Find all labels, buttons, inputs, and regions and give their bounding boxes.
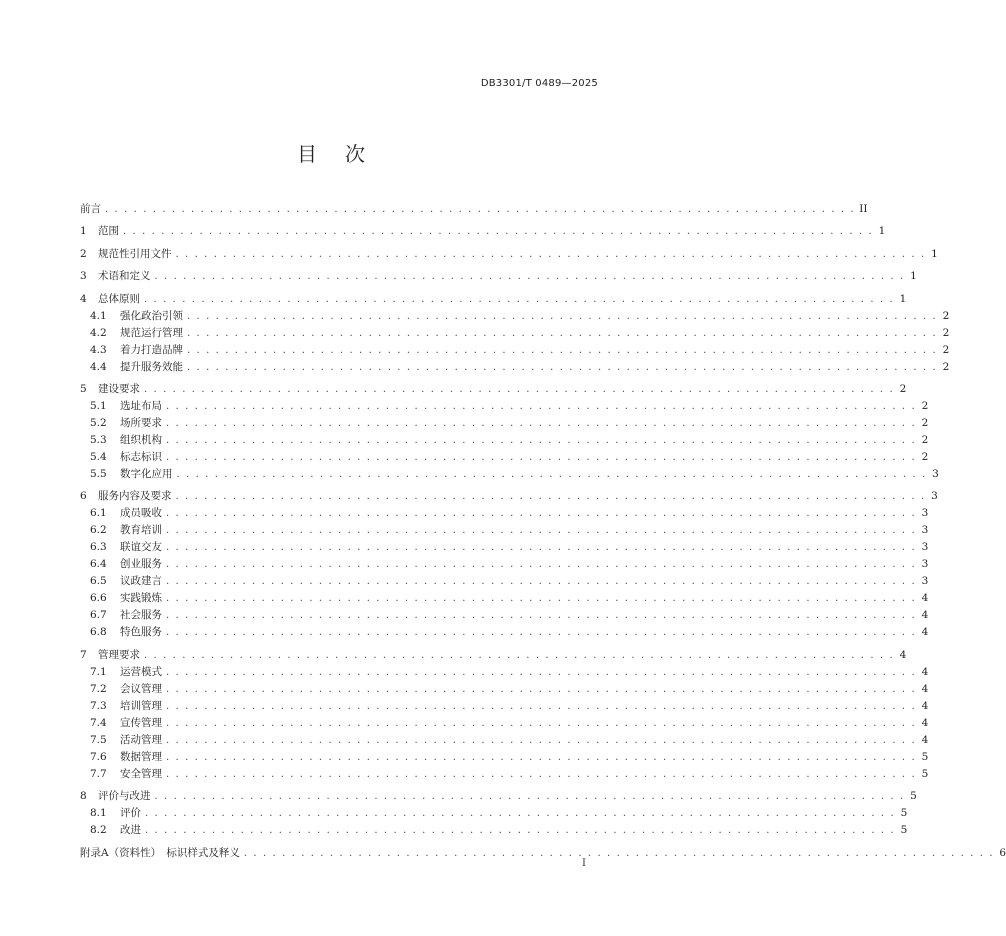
toc-leader-dots: . . . . . . . . . . . . . . . . . . . . . . . . . . . . . . . . . . . . . . . . . . . . . . . . . . . . . . . . . . . . . . . . . . . . . . . . . . . . . . .	[123, 226, 874, 238]
toc-leader-dots: . . . . . . . . . . . . . . . . . . . . . . . . . . . . . . . . . . . . . . . . . . . . . . . . . . . . . . . . . . . . . . . . . . . . . . . . . . . . . . .	[166, 525, 917, 537]
toc-leader-dots: . . . . . . . . . . . . . . . . . . . . . . . . . . . . . . . . . . . . . . . . . . . . . . . . . . . . . . . . . . . . . . . . . . . . . . . . . . . . . . .	[175, 248, 926, 260]
toc-entry-number: 4.3	[90, 343, 107, 356]
toc-entry-number: 7.5	[90, 733, 107, 746]
toc-entry-title: 实践锻炼	[120, 592, 162, 605]
toc-entry-number: 6	[80, 490, 87, 503]
toc-entry-page: 4	[921, 716, 929, 729]
toc-entry-number: 5	[80, 382, 87, 395]
toc-entry-title: 培训管理	[120, 699, 162, 712]
toc-entry-title: 评价	[120, 807, 141, 820]
toc-entry[interactable]	[80, 788, 917, 805]
toc-leader-dots: . . . . . . . . . . . . . . . . . . . . . . . . . . . . . . . . . . . . . . . . . . . . . . . . . . . . . . . . . . . . . . . . . . . . . . . . . . . . . . .	[187, 361, 938, 373]
toc-entry-title: 提升服务效能	[120, 360, 183, 373]
toc-entry-title: 议政建言	[120, 575, 162, 588]
toc-entry-title: 特色服务	[120, 626, 162, 639]
toc-entry[interactable]	[80, 556, 929, 573]
toc-entry-number: 8	[80, 790, 87, 803]
toc-leader-dots: . . . . . . . . . . . . . . . . . . . . . . . . . . . . . . . . . . . . . . . . . . . . . . . . . . . . . . . . . . . . . . . . . . . . . . . . . . . . . . .	[145, 808, 896, 820]
toc-leader-dots: . . . . . . . . . . . . . . . . . . . . . . . . . . . . . . . . . . . . . . . . . . . . . . . . . . . . . . . . . . . . . . . . . . . . . . . . . . . . . . .	[166, 610, 917, 622]
toc-entry[interactable]	[80, 664, 929, 681]
toc-entry-number: 7	[80, 648, 87, 661]
toc-entry-number: 5.5	[90, 467, 107, 480]
toc-entry-number: 5.4	[90, 450, 107, 463]
toc-entry-title: 数据管理	[120, 750, 162, 763]
toc-entry[interactable]	[80, 766, 929, 783]
toc-entry-page: 2	[942, 309, 950, 322]
toc-entry-page: 4	[899, 648, 907, 661]
toc-leader-dots: . . . . . . . . . . . . . . . . . . . . . . . . . . . . . . . . . . . . . . . . . . . . . . . . . . . . . . . . . . . . . . . . . . . . . . . . . . . . . . .	[166, 542, 917, 554]
toc-entry-title: 评价与改进	[98, 790, 151, 803]
toc-entry-page: 2	[942, 360, 950, 373]
toc-entry-number: 6.4	[90, 558, 107, 571]
toc-entry[interactable]	[80, 681, 929, 698]
toc-entry-title: 安全管理	[120, 767, 162, 780]
toc-entry-title: 会议管理	[120, 682, 162, 695]
toc-leader-dots: . . . . . . . . . . . . . . . . . . . . . . . . . . . . . . . . . . . . . . . . . . . . . . . . . . . . . . . . . . . . . . . . . . . . . . . . . . . . . . .	[166, 627, 917, 639]
toc-entry-page: 3	[932, 467, 939, 480]
toc-entry-page: 5	[900, 824, 908, 837]
toc-entry-title: 创业服务	[120, 558, 162, 571]
toc-leader-dots: . . . . . . . . . . . . . . . . . . . . . . . . . . . . . . . . . . . . . . . . . . . . . . . . . . . . . . . . . . . . . . . . . . . . . . . . . . . . . . .	[166, 559, 917, 571]
toc-leader-dots: . . . . . . . . . . . . . . . . . . . . . . . . . . . . . . . . . . . . . . . . . . . . . . . . . . . . . . . . . . . . . . . . . . . . . . . . . . . . . . .	[175, 491, 926, 503]
toc-entry[interactable]	[80, 342, 950, 359]
toc-leader-dots: . . . . . . . . . . . . . . . . . . . . . . . . . . . . . . . . . . . . . . . . . . . . . . . . . . . . . . . . . . . . . . . . . . . . . . . . . . . . . . .	[166, 508, 917, 520]
toc-entry-number: 6.3	[90, 541, 107, 554]
toc-entry-number: 6.1	[90, 507, 107, 520]
toc-entry[interactable]	[80, 573, 929, 590]
toc-leader-dots: . . . . . . . . . . . . . . . . . . . . . . . . . . . . . . . . . . . . . . . . . . . . . . . . . . . . . . . . . . . . . . . . . . . . . . . . . . . . . . .	[154, 271, 905, 283]
toc-entry-number: 5.2	[90, 416, 107, 429]
toc-entry-number: 7.1	[90, 665, 107, 678]
toc-entry-page: 1	[899, 292, 907, 305]
toc-entry[interactable]	[80, 607, 929, 624]
toc-leader-dots: . . . . . . . . . . . . . . . . . . . . . . . . . . . . . . . . . . . . . . . . . . . . . . . . . . . . . . . . . . . . . . . . . . . . . . . . . . . . . . .	[166, 700, 917, 712]
toc-entry[interactable]	[80, 522, 929, 539]
toc-leader-dots: . . . . . . . . . . . . . . . . . . . . . . . . . . . . . . . . . . . . . . . . . . . . . . . . . . . . . . . . . . . . . . . . . . . . . . . . . . . . . . .	[154, 791, 905, 803]
toc-leader-dots: . . . . . . . . . . . . . . . . . . . . . . . . . . . . . . . . . . . . . . . . . . . . . . . . . . . . . . . . . . . . . . . . . . . . . . . . . . . . . . .	[187, 310, 938, 322]
toc-entry[interactable]	[80, 268, 917, 285]
toc-entry[interactable]	[80, 698, 929, 715]
toc-leader-dots: . . . . . . . . . . . . . . . . . . . . . . . . . . . . . . . . . . . . . . . . . . . . . . . . . . . . . . . . . . . . . . . . . . . . . . . . . . . . . . .	[166, 768, 917, 780]
toc-entry-number: 6.8	[90, 626, 107, 639]
toc-entry-number: 7.6	[90, 750, 107, 763]
toc-entry[interactable]	[80, 539, 929, 556]
toc-entry-page: 4	[921, 592, 929, 605]
toc-entry-page: 3	[921, 524, 929, 537]
toc-entry-number: 8.2	[90, 824, 107, 837]
toc-entry-title: 前言	[80, 203, 101, 215]
toc-leader-dots: . . . . . . . . . . . . . . . . . . . . . . . . . . . . . . . . . . . . . . . . . . . . . . . . . . . . . . . . . . . . . . . . . . . . . . . . . . . . . . .	[187, 344, 938, 356]
toc-entry-page: 3	[921, 558, 929, 571]
document-code: DB3301/T 0489—2025	[480, 78, 598, 89]
toc-entry-page: 3	[931, 490, 938, 503]
toc-leader-dots: . . . . . . . . . . . . . . . . . . . . . . . . . . . . . . . . . . . . . . . . . . . . . . . . . . . . . . . . . . . . . . . . . . . . . . . . . . . . . . .	[144, 293, 895, 305]
toc-leader-dots: . . . . . . . . . . . . . . . . . . . . . . . . . . . . . . . . . . . . . . . . . . . . . . . . . . . . . . . . . . . . . . . . . . . . . . . . . . . . . . .	[166, 734, 917, 746]
toc-entry-title: 服务内容及要求	[98, 490, 172, 503]
toc-leader-dots: . . . . . . . . . . . . . . . . . . . . . . . . . . . . . . . . . . . . . . . . . . . . . . . . . . . . . . . . . . . . . . . . . . . . . . . . . . . . . . .	[166, 666, 917, 678]
toc-leader-dots: . . . . . . . . . . . . . . . . . . . . . . . . . . . . . . . . . . . . . . . . . . . . . . . . . . . . . . . . . . . . . . . . . . . . . . . . . . . . . . .	[243, 847, 995, 859]
toc-entry-title: 管理要求	[98, 648, 140, 661]
toc-entry-title: 范围	[98, 225, 119, 238]
toc-entry-page: 4	[921, 733, 929, 746]
toc-entry-page: 2	[921, 433, 929, 446]
toc-entry-number: 6.2	[90, 524, 107, 537]
toc-entry-page: II	[859, 203, 868, 215]
toc-entry-title: 强化政治引领	[120, 309, 183, 322]
toc-entry[interactable]	[80, 415, 929, 432]
toc-entry-title: 标志标识	[120, 450, 162, 463]
toc-entry-page: 2	[942, 326, 950, 339]
toc-entry-page: 3	[921, 507, 929, 520]
toc-entry-title: 改进	[120, 824, 141, 837]
toc-leader-dots: . . . . . . . . . . . . . . . . . . . . . . . . . . . . . . . . . . . . . . . . . . . . . . . . . . . . . . . . . . . . . . . . . . . . . . . . . . . . . . .	[144, 649, 895, 661]
toc-entry-page: 3	[921, 575, 929, 588]
toc-entry-title: 规范性引用文件	[98, 247, 172, 260]
toc-entry[interactable]	[80, 715, 929, 732]
toc-entry-title: 选址布局	[120, 399, 162, 412]
toc-entry-title: 成员吸收	[120, 507, 162, 520]
toc-entry-number: 7.4	[90, 716, 107, 729]
toc-leader-dots: . . . . . . . . . . . . . . . . . . . . . . . . . . . . . . . . . . . . . . . . . . . . . . . . . . . . . . . . . . . . . . . . . . . . . . . . . . . . . . .	[166, 717, 917, 729]
toc-entry-page: 1	[931, 247, 938, 260]
toc-entry[interactable]	[80, 466, 939, 483]
toc-entry-number: 7.7	[90, 767, 107, 780]
toc-entry-title: 规范运行管理	[120, 326, 183, 339]
toc-entry-page: 1	[910, 270, 917, 283]
toc-entry[interactable]	[80, 822, 908, 839]
toc-entry[interactable]	[80, 488, 938, 505]
toc-leader-dots: . . . . . . . . . . . . . . . . . . . . . . . . . . . . . . . . . . . . . . . . . . . . . . . . . . . . . . . . . . . . . . . . . . . . . . . . . . . . . . .	[105, 204, 856, 215]
toc-leader-dots: . . . . . . . . . . . . . . . . . . . . . . . . . . . . . . . . . . . . . . . . . . . . . . . . . . . . . . . . . . . . . . . . . . . . . . . . . . . . . . .	[145, 825, 896, 837]
toc-leader-dots: . . . . . . . . . . . . . . . . . . . . . . . . . . . . . . . . . . . . . . . . . . . . . . . . . . . . . . . . . . . . . . . . . . . . . . . . . . . . . . .	[176, 468, 927, 480]
toc-leader-dots: . . . . . . . . . . . . . . . . . . . . . . . . . . . . . . . . . . . . . . . . . . . . . . . . . . . . . . . . . . . . . . . . . . . . . . . . . . . . . . .	[166, 576, 917, 588]
toc-leader-dots: . . . . . . . . . . . . . . . . . . . . . . . . . . . . . . . . . . . . . . . . . . . . . . . . . . . . . . . . . . . . . . . . . . . . . . . . . . . . . . .	[166, 400, 917, 412]
toc-entry-number: 6.5	[90, 575, 107, 588]
toc-entry-title: 数字化应用	[120, 467, 173, 480]
toc-leader-dots: . . . . . . . . . . . . . . . . . . . . . . . . . . . . . . . . . . . . . . . . . . . . . . . . . . . . . . . . . . . . . . . . . . . . . . . . . . . . . . .	[166, 417, 917, 429]
toc-entry-number: 1	[80, 225, 87, 238]
toc-entry-page: 1	[878, 225, 886, 238]
toc-entry[interactable]	[80, 805, 908, 822]
toc-entry-page: 5	[910, 790, 917, 803]
toc-entry-title: 运营模式	[120, 665, 162, 678]
toc-entry[interactable]	[80, 647, 907, 664]
toc-entry-page: 6	[999, 846, 1006, 859]
toc-entry-number: 8.1	[90, 807, 107, 820]
toc-entry-title: 组织机构	[120, 433, 162, 446]
toc-entry-page: 5	[921, 750, 929, 763]
toc-entry[interactable]	[80, 223, 886, 240]
toc-entry[interactable]	[80, 291, 907, 308]
page-number: I	[582, 858, 586, 869]
toc-entry[interactable]	[80, 432, 929, 449]
toc-entry-page: 4	[921, 626, 929, 639]
toc-entry[interactable]	[80, 246, 938, 263]
toc-entry[interactable]	[80, 749, 929, 766]
toc-entry-number: 5.1	[90, 399, 107, 412]
toc-entry-number: 7.2	[90, 682, 107, 695]
toc-entry-page: 2	[921, 399, 929, 412]
toc-entry-title: 活动管理	[120, 733, 162, 746]
toc-entry-title: 宣传管理	[120, 716, 162, 729]
toc-entry-title: 术语和定义	[98, 270, 151, 283]
toc-entry[interactable]	[80, 381, 907, 398]
toc-entry-title: 附录A（资料性） 标识样式及释义	[80, 846, 240, 859]
table-of-contents	[80, 201, 1006, 862]
toc-entry[interactable]	[80, 732, 929, 749]
toc-entry-number: 3	[80, 270, 87, 283]
toc-entry-number: 7.3	[90, 699, 107, 712]
toc-entry[interactable]	[80, 201, 868, 218]
toc-entry-number: 4.4	[90, 360, 107, 373]
toc-entry-page: 4	[921, 665, 929, 678]
toc-entry-title: 场所要求	[120, 416, 162, 429]
toc-leader-dots: . . . . . . . . . . . . . . . . . . . . . . . . . . . . . . . . . . . . . . . . . . . . . . . . . . . . . . . . . . . . . . . . . . . . . . . . . . . . . . .	[144, 383, 895, 395]
toc-leader-dots: . . . . . . . . . . . . . . . . . . . . . . . . . . . . . . . . . . . . . . . . . . . . . . . . . . . . . . . . . . . . . . . . . . . . . . . . . . . . . . .	[187, 327, 938, 339]
toc-entry[interactable]	[80, 590, 929, 607]
toc-entry-title: 总体原则	[98, 292, 140, 305]
toc-entry[interactable]	[80, 449, 929, 466]
toc-entry[interactable]	[80, 845, 1006, 862]
toc-entry[interactable]	[80, 505, 929, 522]
toc-entry-page: 4	[921, 682, 929, 695]
toc-entry-title: 联谊交友	[120, 541, 162, 554]
toc-entry-title: 建设要求	[98, 382, 140, 395]
toc-entry-page: 3	[921, 541, 929, 554]
toc-entry-number: 2	[80, 247, 87, 260]
toc-entry-page: 2	[942, 343, 950, 356]
toc-entry-number: 6.6	[90, 592, 107, 605]
toc-entry-number: 4	[80, 292, 87, 305]
toc-leader-dots: . . . . . . . . . . . . . . . . . . . . . . . . . . . . . . . . . . . . . . . . . . . . . . . . . . . . . . . . . . . . . . . . . . . . . . . . . . . . . . .	[166, 451, 917, 463]
toc-entry-number: 4.1	[90, 309, 107, 322]
page-title: 目次	[297, 142, 393, 166]
toc-entry-page: 2	[899, 382, 907, 395]
toc-entry-page: 4	[921, 699, 929, 712]
toc-entry-page: 2	[921, 416, 929, 429]
toc-entry-page: 5	[921, 767, 929, 780]
toc-leader-dots: . . . . . . . . . . . . . . . . . . . . . . . . . . . . . . . . . . . . . . . . . . . . . . . . . . . . . . . . . . . . . . . . . . . . . . . . . . . . . . .	[166, 434, 917, 446]
toc-entry-title: 社会服务	[120, 609, 162, 622]
toc-entry-title: 着力打造品牌	[120, 343, 183, 356]
toc-leader-dots: . . . . . . . . . . . . . . . . . . . . . . . . . . . . . . . . . . . . . . . . . . . . . . . . . . . . . . . . . . . . . . . . . . . . . . . . . . . . . . .	[166, 683, 917, 695]
toc-entry[interactable]	[80, 624, 929, 641]
toc-leader-dots: . . . . . . . . . . . . . . . . . . . . . . . . . . . . . . . . . . . . . . . . . . . . . . . . . . . . . . . . . . . . . . . . . . . . . . . . . . . . . . .	[166, 751, 917, 763]
toc-entry-number: 5.3	[90, 433, 107, 446]
toc-entry-number: 6.7	[90, 609, 107, 622]
toc-entry-page: 4	[921, 609, 929, 622]
toc-entry[interactable]	[80, 359, 950, 376]
toc-entry[interactable]	[80, 325, 950, 342]
toc-entry[interactable]	[80, 308, 950, 325]
toc-entry[interactable]	[80, 398, 929, 415]
toc-entry-page: 5	[900, 807, 908, 820]
toc-entry-number: 4.2	[90, 326, 107, 339]
toc-entry-title: 教育培训	[120, 524, 162, 537]
toc-entry-page: 2	[921, 450, 929, 463]
toc-leader-dots: . . . . . . . . . . . . . . . . . . . . . . . . . . . . . . . . . . . . . . . . . . . . . . . . . . . . . . . . . . . . . . . . . . . . . . . . . . . . . . .	[166, 593, 917, 605]
